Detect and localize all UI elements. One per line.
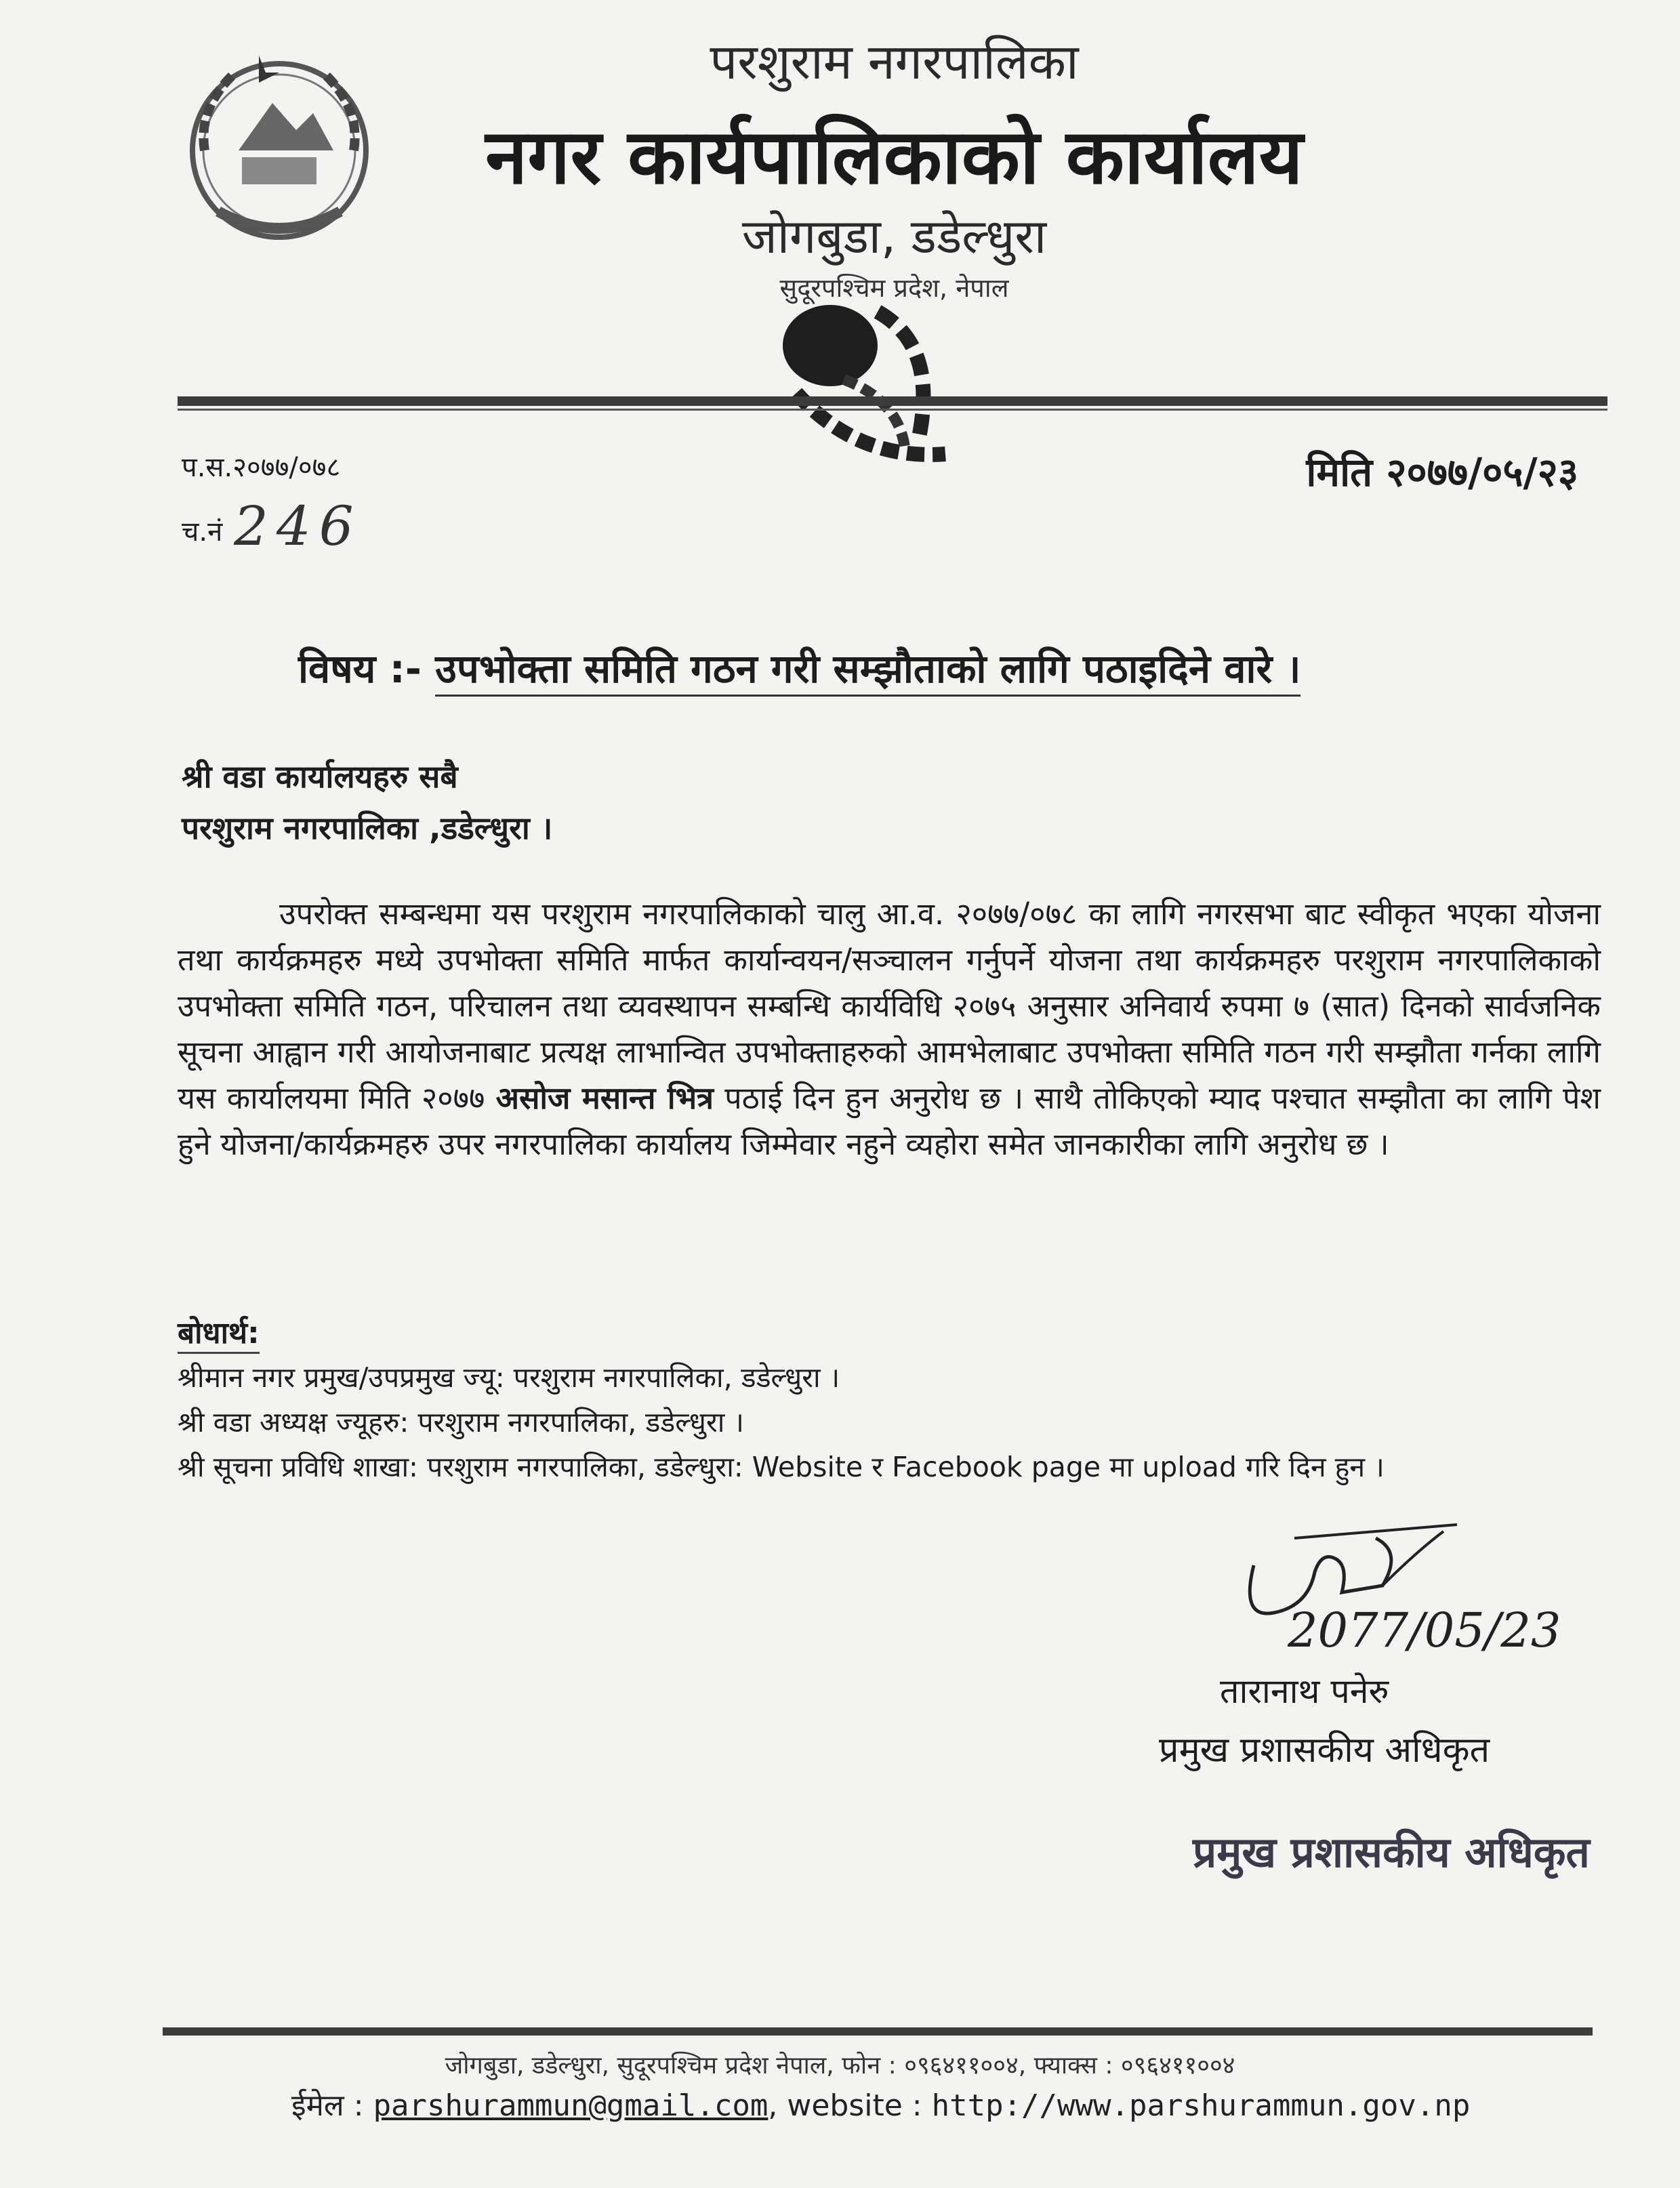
body-part-1: उपरोक्त सम्बन्धमा यस परशुराम नगरपालिकाको चालु आ.व. २०७७/०७८ का लागि नगरसभा बाट स्वीकृत भएका योजना तथा कार्यक्रमहरु मध्ये उपभोक्ता समिति मार्फत कार्यान्वयन/सञ्चालन गर्नुपर्ने योजना तथा कार्यक्रमहरु परशुराम नगरपालिकाको उपभोक्ता समिति गठन, परिचालन तथा व्यवस्थापन सम्बन्धि कार्यविधि २०७५ अनुसार अनिवार्य रुपमा ७ (सात) दिनको सार्वजनिक सूचना आह्वान गरी आयोजनाबाट प्रत्यक्ष लाभान्वित उपभोक्ताहरुको आमभेलाबाट उपभोक्ता समिति गठन गरी सम्झौता गर्नका लागि यस कार्यालयमा मिति २०७७ xyxy=(178,896,1601,1116)
body-part-2: पठाई दिन हुन अनुरोध छ । साथै तोकिएको म्याद पश्चात सम्झौता का लागि पेश हुने योजना/कार्यक्रमहरु उपर नगरपालिका कार्यालय जिम्मेवार नहुने व्यहोरा समेत जानकारीका लागि अनुरोध छ । xyxy=(178,1080,1601,1162)
cc-item: श्री वडा अध्यक्ष ज्यूहरु: परशुराम नगरपालिका, डडेल्धुरा । xyxy=(178,1406,744,1439)
signature-date: 2077/05/23 xyxy=(1288,1603,1561,1658)
municipality-name: परशुराम नगरपालिका xyxy=(710,33,1079,90)
footer-divider xyxy=(163,2027,1593,2036)
website-link[interactable]: http://www.parshurammun.gov.np xyxy=(931,2088,1471,2123)
seal-title-stamp: प्रमुख प्रशासकीय अधिकृत xyxy=(1193,1828,1590,1877)
addressee-block xyxy=(182,751,552,854)
footer-contact xyxy=(291,2084,1470,2124)
header-divider xyxy=(178,396,1607,406)
subject-line xyxy=(298,640,1300,694)
handwritten-signature xyxy=(1213,1511,1561,1667)
office-address: जोगबुडा, डडेल्धुरा xyxy=(741,209,1047,264)
body-deadline: असोज मसान्त भित्र xyxy=(495,1080,714,1116)
letter-date: मिति २०७७/०५/२३ xyxy=(1306,449,1578,495)
cc-item: श्रीमान नगर प्रमुख/उपप्रमुख ज्यू: परशुराम नगरपालिका, डडेल्धुरा । xyxy=(178,1361,840,1394)
dispatch-label: च.नं xyxy=(182,516,223,548)
header-divider-thin xyxy=(178,409,1607,411)
signatory-title: प्रमुख प्रशासकीय अधिकृत xyxy=(1159,1730,1490,1771)
cc-title: बोधार्थ: xyxy=(178,1311,260,1354)
email-label: ईमेल : xyxy=(291,2088,364,2123)
website-label: , website : xyxy=(768,2088,922,2123)
province-line: सुदूरपश्चिम प्रदेश, नेपाल xyxy=(779,273,1009,303)
reference-number: प.स.२०७७/०७८ xyxy=(182,452,341,483)
dispatch-number: 246 xyxy=(234,495,362,558)
cc-list xyxy=(178,1355,1385,1489)
cc-item: श्री सूचना प्रविधि शाखा: परशुराम नगरपालिका, डडेल्धुरा: Website र Facebook page मा upload गरि दिन हुन । xyxy=(178,1451,1385,1483)
signatory-name: तारानाथ पनेरु xyxy=(1220,1672,1389,1711)
addressee-line-2: परशुराम नगरपालिका ,डडेल्धुरा । xyxy=(182,810,553,846)
office-name: नगर कार्यपालिकाको कार्यालय xyxy=(485,113,1303,201)
office-stamp-icon xyxy=(742,285,986,488)
addressee-line-1: श्री वडा कार्यालयहरु सबै xyxy=(182,758,458,795)
subject-text: उपभोक्ता समिति गठन गरी सम्झौताको लागि पठाइदिने वारे । xyxy=(435,646,1300,697)
letter-body xyxy=(178,891,1601,1168)
footer-address: जोगबुडा, डडेल्धुरा, सुदूरपश्चिम प्रदेश नेपाल, फोन : ०९६४११००४, फ्याक्स : ०९६४११००४ xyxy=(445,2052,1235,2080)
email-link[interactable]: parshurammun@gmail.com xyxy=(373,2088,769,2123)
subject-label: विषय :- xyxy=(298,646,422,692)
